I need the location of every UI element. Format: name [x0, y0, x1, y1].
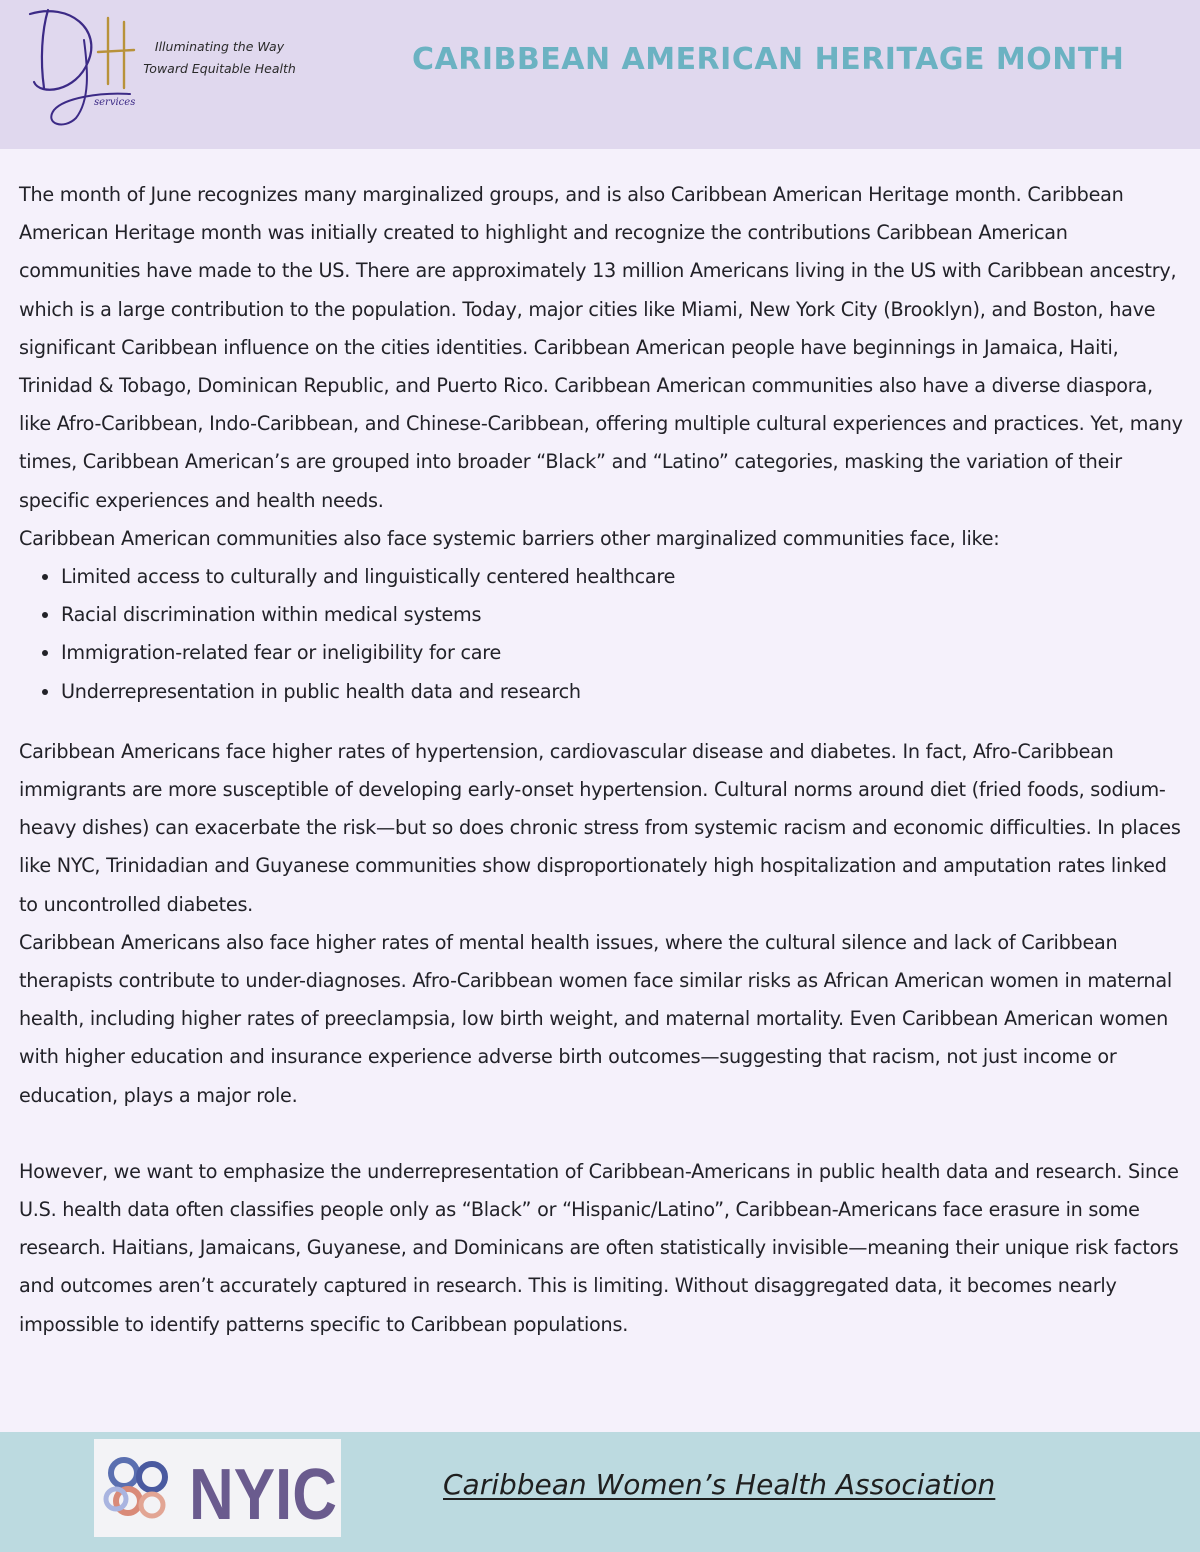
paragraph-barriers-intro: Caribbean American communities also face systemic barriers other marginalized communities face, like: — [19, 526, 1000, 550]
page-title: CARIBBEAN AMERICAN HERITAGE MONTH — [412, 42, 1125, 77]
paragraph-health-risks: Caribbean Americans face higher rates of hypertension, cardiovascular disease and diabetes. In fact, Afro-Caribbean immigrants are more susceptible of developing early-onset hypertension. Cultural norms around diet (fried foods, sodium-heavy dishes) can exacerbate the risk—but so does chronic stress from systemic racism and economic difficulties. In places like NYC, Trinidadian and Guyanese communities show disproportionately high hospitalization and amputation rates linked to uncontrolled diabetes. — [19, 739, 1181, 916]
tagline — [132, 36, 307, 80]
list-item: • Underrepresentation in public health data and research — [61, 673, 1184, 711]
nyic-logo-text: NYIC — [189, 1455, 337, 1535]
barriers-list — [19, 558, 1184, 711]
list-item: • Immigration-related fear or ineligibility for care — [61, 634, 1184, 672]
list-item: • Racial discrimination within medical systems — [61, 596, 1184, 634]
article-body — [19, 176, 1184, 1344]
nyic-logo[interactable] — [94, 1439, 341, 1537]
list-item: • Limited access to culturally and linguistically centered healthcare — [61, 558, 1184, 596]
header-banner — [0, 0, 1200, 149]
dh-services-logo — [10, 0, 150, 130]
tagline-line-1: Illuminating the Way — [154, 39, 285, 54]
tagline-line-2: Toward Equitable Health — [143, 61, 296, 76]
cwha-link[interactable]: Caribbean Women’s Health Association — [443, 1468, 996, 1501]
footer-banner — [0, 1432, 1200, 1552]
paragraph-mental-maternal: Caribbean Americans also face higher rates of mental health issues, where the cultural silence and lack of Caribbean therapists contribute to under-diagnoses. Afro-Caribbean women face similar risks as African American women in maternal health, including higher rates of preeclampsia, low birth weight, and maternal mortality. Even Caribbean American women with higher education and insurance experience adverse birth outcomes—suggesting that racism, not just income or education, plays a major role. — [19, 930, 1172, 1107]
paragraph-data-representation: However, we want to emphasize the underrepresentation of Caribbean-Americans in public health data and research. Since U.S. health data often classifies people only as “Black” or “Hispanic/Latino”, Caribbean-Americans face erasure in some research. Haitians, Jamaicans, Guyanese, and Dominicans are often statistically invisible—meaning their unique risk factors and outcomes aren’t accurately captured in research. This is limiting. Without disaggregated data, it becomes nearly impossible to identify patterns specific to Caribbean populations. — [19, 1159, 1179, 1336]
spacer — [19, 711, 1184, 733]
paragraph-intro: The month of June recognizes many marginalized groups, and is also Caribbean American Heritage month. Caribbean American Heritage month was initially created to highlight and recognize the contributions Caribbean American communities have made to the US. There are approximately 13 million Americans living in the US with Caribbean ancestry, which is a large contribution to the population. Today, major cities like Miami, New York City (Brooklyn), and Boston, have significant Caribbean influence on the cities identities. Caribbean American people have beginnings in Jamaica, Haiti, Trinidad & Tobago, Dominican Republic, and Puerto Rico. Caribbean American communities also have a diverse diaspora, like Afro-Caribbean, Indo-Caribbean, and Chinese-Caribbean, offering multiple cultural experiences and practices. Yet, many times, Caribbean American’s are grouped into broader “Black” and “Latino” categories, masking the variation of their specific experiences and health needs. — [19, 183, 1183, 512]
nyic-logo-graphic — [94, 1439, 341, 1537]
spacer — [19, 1115, 1184, 1153]
logo-script-text: services — [94, 97, 136, 108]
